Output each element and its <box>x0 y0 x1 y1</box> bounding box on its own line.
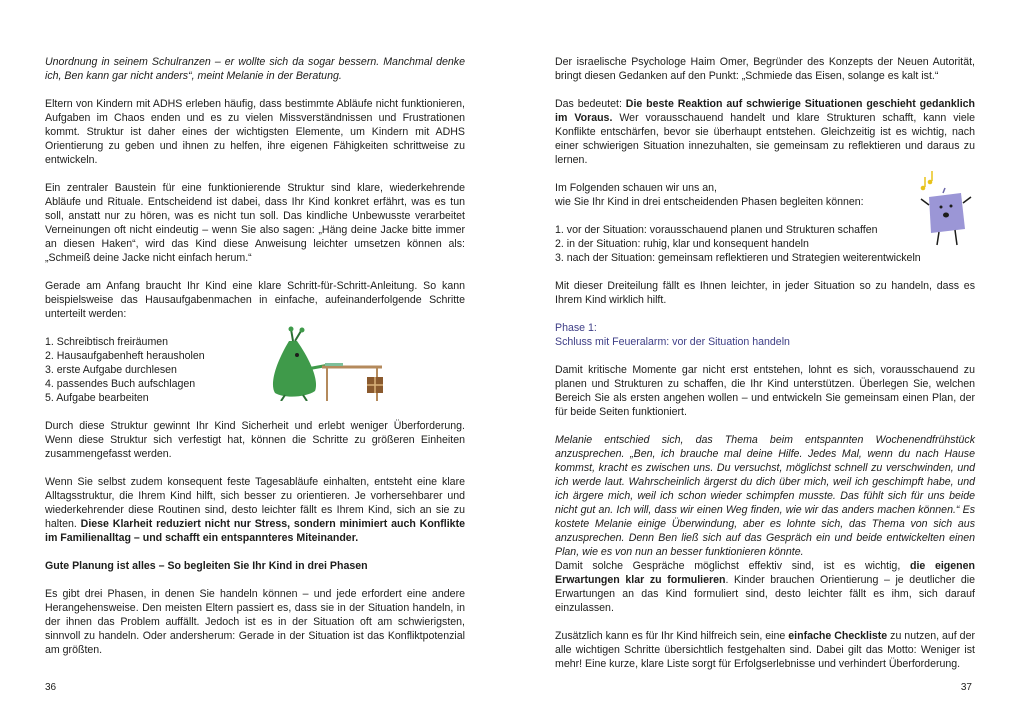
page-number-left: 36 <box>45 682 57 693</box>
right-column <box>555 55 975 685</box>
paragraph-security: Durch diese Struktur gewinnt Ihr Kind Sicherheit und erlebt weniger Überforderung. Wenn diese Struktur sich verfestigt hat, können die Schritte zu größeren Einheiten zusammengefasst werden. <box>45 420 465 460</box>
list-item: 2. in der Situation: ruhig, klar und konsequent handeln <box>555 238 809 250</box>
list-item: 1. Schreibtisch freiräumen <box>45 336 169 348</box>
expectations-text-b: . Kinder brauchen Orientierung – je deutlicher die Erwartungen an das Kind formuliert sind, desto leichter fällt es ihm, sich darauf einzulassen. <box>555 574 975 614</box>
list-item: 3. nach der Situation: gemeinsam reflektieren und Strategien weiterentwickeln <box>555 252 921 264</box>
checklist-bold: einfache Checkliste <box>788 630 888 642</box>
list-item: 3. erste Aufgabe durchlesen <box>45 364 177 376</box>
paragraph-expectations <box>555 559 975 615</box>
phases-wrap <box>555 181 975 265</box>
left-column <box>45 55 465 671</box>
phases-list <box>555 223 975 265</box>
green-blob-character-at-desk <box>267 321 397 401</box>
intro-quote: Unordnung in seinem Schulranzen – er wollte sich da sogar bessern. Manchmal denke ich, Ben kann gar nicht anders“, meint Melanie in der Beratung. <box>45 56 465 82</box>
melanie-story: Melanie entschied sich, das Thema beim entspannten Wochenendfrühstück anzusprechen. „Ben, ich brauche mal deine Hilfe. Jedes Mal, wenn du nach Hause kommst, kracht es zwischen uns. Du versuchst, möglichst schnell zu verschwinden, und ich werde laut. Wahrscheinlich ärgerst du dich über mich, weil ich geschimpft habe, und ich ärgere mich, weil ich schon wieder schimpfen musste. Das fühlt sich für uns beide nicht gut an. Ich will, dass wir einen Weg finden, wie wir das anders machen können.“ Es kostete Melanie einige Überwindung, aber es lohnte sich, das Thema von sich aus anzusprechen. Denn Ben ließ sich auf das Gespräch ein und beide entwickelten einen Plan, wie es von nun an besser funktionieren könnte. <box>555 434 975 558</box>
routines-bold: Diese Klarheit reduziert nicht nur Stress, sondern minimiert auch Konflikte im Familienalltag – und schafft ein entspannteres Miteinander. <box>45 518 465 544</box>
paragraph-plan: Damit kritische Momente gar nicht erst entstehen, lohnt es sich, vorausschauend zu planen und Strukturen zu schaffen, die Ihr Kind unterstützen. Überlegen Sie, welchen Bereich Sie als ersten angehen wollen – und entwickeln Sie gemeinsam einen Plan, der für beide Seiten funktioniert. <box>555 364 975 418</box>
phase-title: Schluss mit Feueralarm: vor der Situation handeln <box>555 336 790 348</box>
purple-square-character-singing <box>915 169 975 249</box>
paragraph-three-part: Mit dieser Dreiteilung fällt es Ihnen leichter, in jeder Situation so zu handeln, dass es Ihrem Kind wirklich hilft. <box>555 280 975 306</box>
checklist-text-b: zu nutzen, auf der alle wichtigen Schritte übersichtlich festgehalten sind. Dabei gilt das Motto: Weniger ist mehr! Eine kurze, klare Liste sorgt für Erfolgserlebnisse und verhindert Überforderung. <box>555 630 975 670</box>
homework-steps-list <box>45 335 465 405</box>
meaning-text-a: Das bedeutet: <box>555 98 626 110</box>
paragraph-checklist <box>555 629 975 671</box>
page-number-right: 37 <box>960 682 972 693</box>
section-heading-text: Gute Planung ist alles – So begleiten Sie Ihr Kind in drei Phasen <box>45 560 368 572</box>
paragraph-meaning <box>555 97 975 167</box>
list-item: 4. passendes Buch aufschlagen <box>45 378 196 390</box>
expectations-text-a: Damit solche Gespräche möglichst effektiv sind, ist es wichtig, <box>555 560 910 572</box>
paragraph-haim-omer: Der israelische Psychologe Haim Omer, Begründer des Konzepts der Neuen Autorität, bringt diesen Gedanken auf den Punkt: „Schmiede das Eisen, solange es kalt ist.“ <box>555 56 975 82</box>
list-item: 5. Aufgabe bearbeiten <box>45 392 149 404</box>
checklist-text-a: Zusätzlich kann es für Ihr Kind hilfreich sein, eine <box>555 630 789 642</box>
meaning-bold: Die beste Reaktion auf schwierige Situationen geschieht gedanklich im Voraus. <box>555 98 975 124</box>
meaning-text-b: Wer vorausschauend handelt und klare Strukturen schafft, kann viele Konflikte entschärfen, bevor sie überhaupt entstehen. Gleichzeitig ist es wichtig, nach einer schwierigen Situation innezuhalten, sie gemeinsam zu reflektieren und daraus zu lernen. <box>555 112 975 166</box>
list-item: 2. Hausaufgabenheft herausholen <box>45 350 205 362</box>
steps-list-wrap <box>45 335 465 405</box>
paragraph-rituals: Ein zentraler Baustein für eine funktionierende Struktur sind klare, wiederkehrende Abläufe und Rituale. Entscheidend ist dabei, dass Ihr Kind konkret erfährt, was es tun soll, anstatt nur zu hören, was es nicht tun soll. Das kindliche Unbewusste verarbeitet Verneinungen oft nicht eindeutig – wenn Sie also sagen: „Häng deine Jacke bitte immer an diesen Haken“, wird das Kind diese Anweisung leichter umsetzen können als: „Schmeiß deine Jacke nicht einfach herum.“ <box>45 182 465 264</box>
expectations-bold: die eigenen Erwartungen klar zu formulieren <box>555 560 976 586</box>
paragraph-three-phases: Es gibt drei Phasen, in denen Sie handeln können – und jede erfordert eine andere Herangehensweise. Den meisten Eltern passiert es, dass sie in der Situation handeln, in der ihnen das Problem auffällt. Jedoch ist es in der Situation oft am schwierigsten, sinnvoll zu handeln. Oder andersherum: Gerade in der Situation ist das Konfliktpotenzial am größten. <box>45 588 465 656</box>
phase-label: Phase 1: <box>555 322 597 334</box>
right-page <box>510 0 1020 720</box>
list-item: 1. vor der Situation: vorausschauend planen und Strukturen schaffen <box>555 224 878 236</box>
paragraph-routines <box>45 475 465 545</box>
phases-intro-2: wie Sie Ihr Kind in drei entscheidenden Phasen begleiten können: <box>555 196 864 208</box>
section-heading <box>45 559 465 573</box>
paragraph-step-by-step: Gerade am Anfang braucht Ihr Kind eine klare Schritt-für-Schritt-Anleitung. So kann beispielsweise das Hausaufgabenmachen in einfache, aufeinanderfolgende Schritte unterteilt werden: <box>45 280 465 320</box>
paragraph-adhs: Eltern von Kindern mit ADHS erleben häufig, dass bestimmte Abläufe nicht funktionieren, Aufgaben im Chaos enden und es zu vielen Missverständnissen und Frustrationen kommt. Struktur ist daher eines der wichtigsten Elemente, um Kindern mit ADHS Orientierung zu geben und ihnen zu helfen, ihre eigenen Fähigkeiten schrittweise zu entwickeln. <box>45 98 465 166</box>
phases-intro-1: Im Folgenden schauen wir uns an, <box>555 182 717 194</box>
routines-text: Wenn Sie selbst zudem konsequent feste Tagesabläufe einhalten, entsteht eine klare Alltagsstruktur, die Ihrem Kind hilft, sich besser zu orientieren. Je vorhersehbarer und wiederkehrender diese Routinen sind, desto leichter fällt es Ihrem Kind, sich an sie zu halten. <box>45 476 465 530</box>
